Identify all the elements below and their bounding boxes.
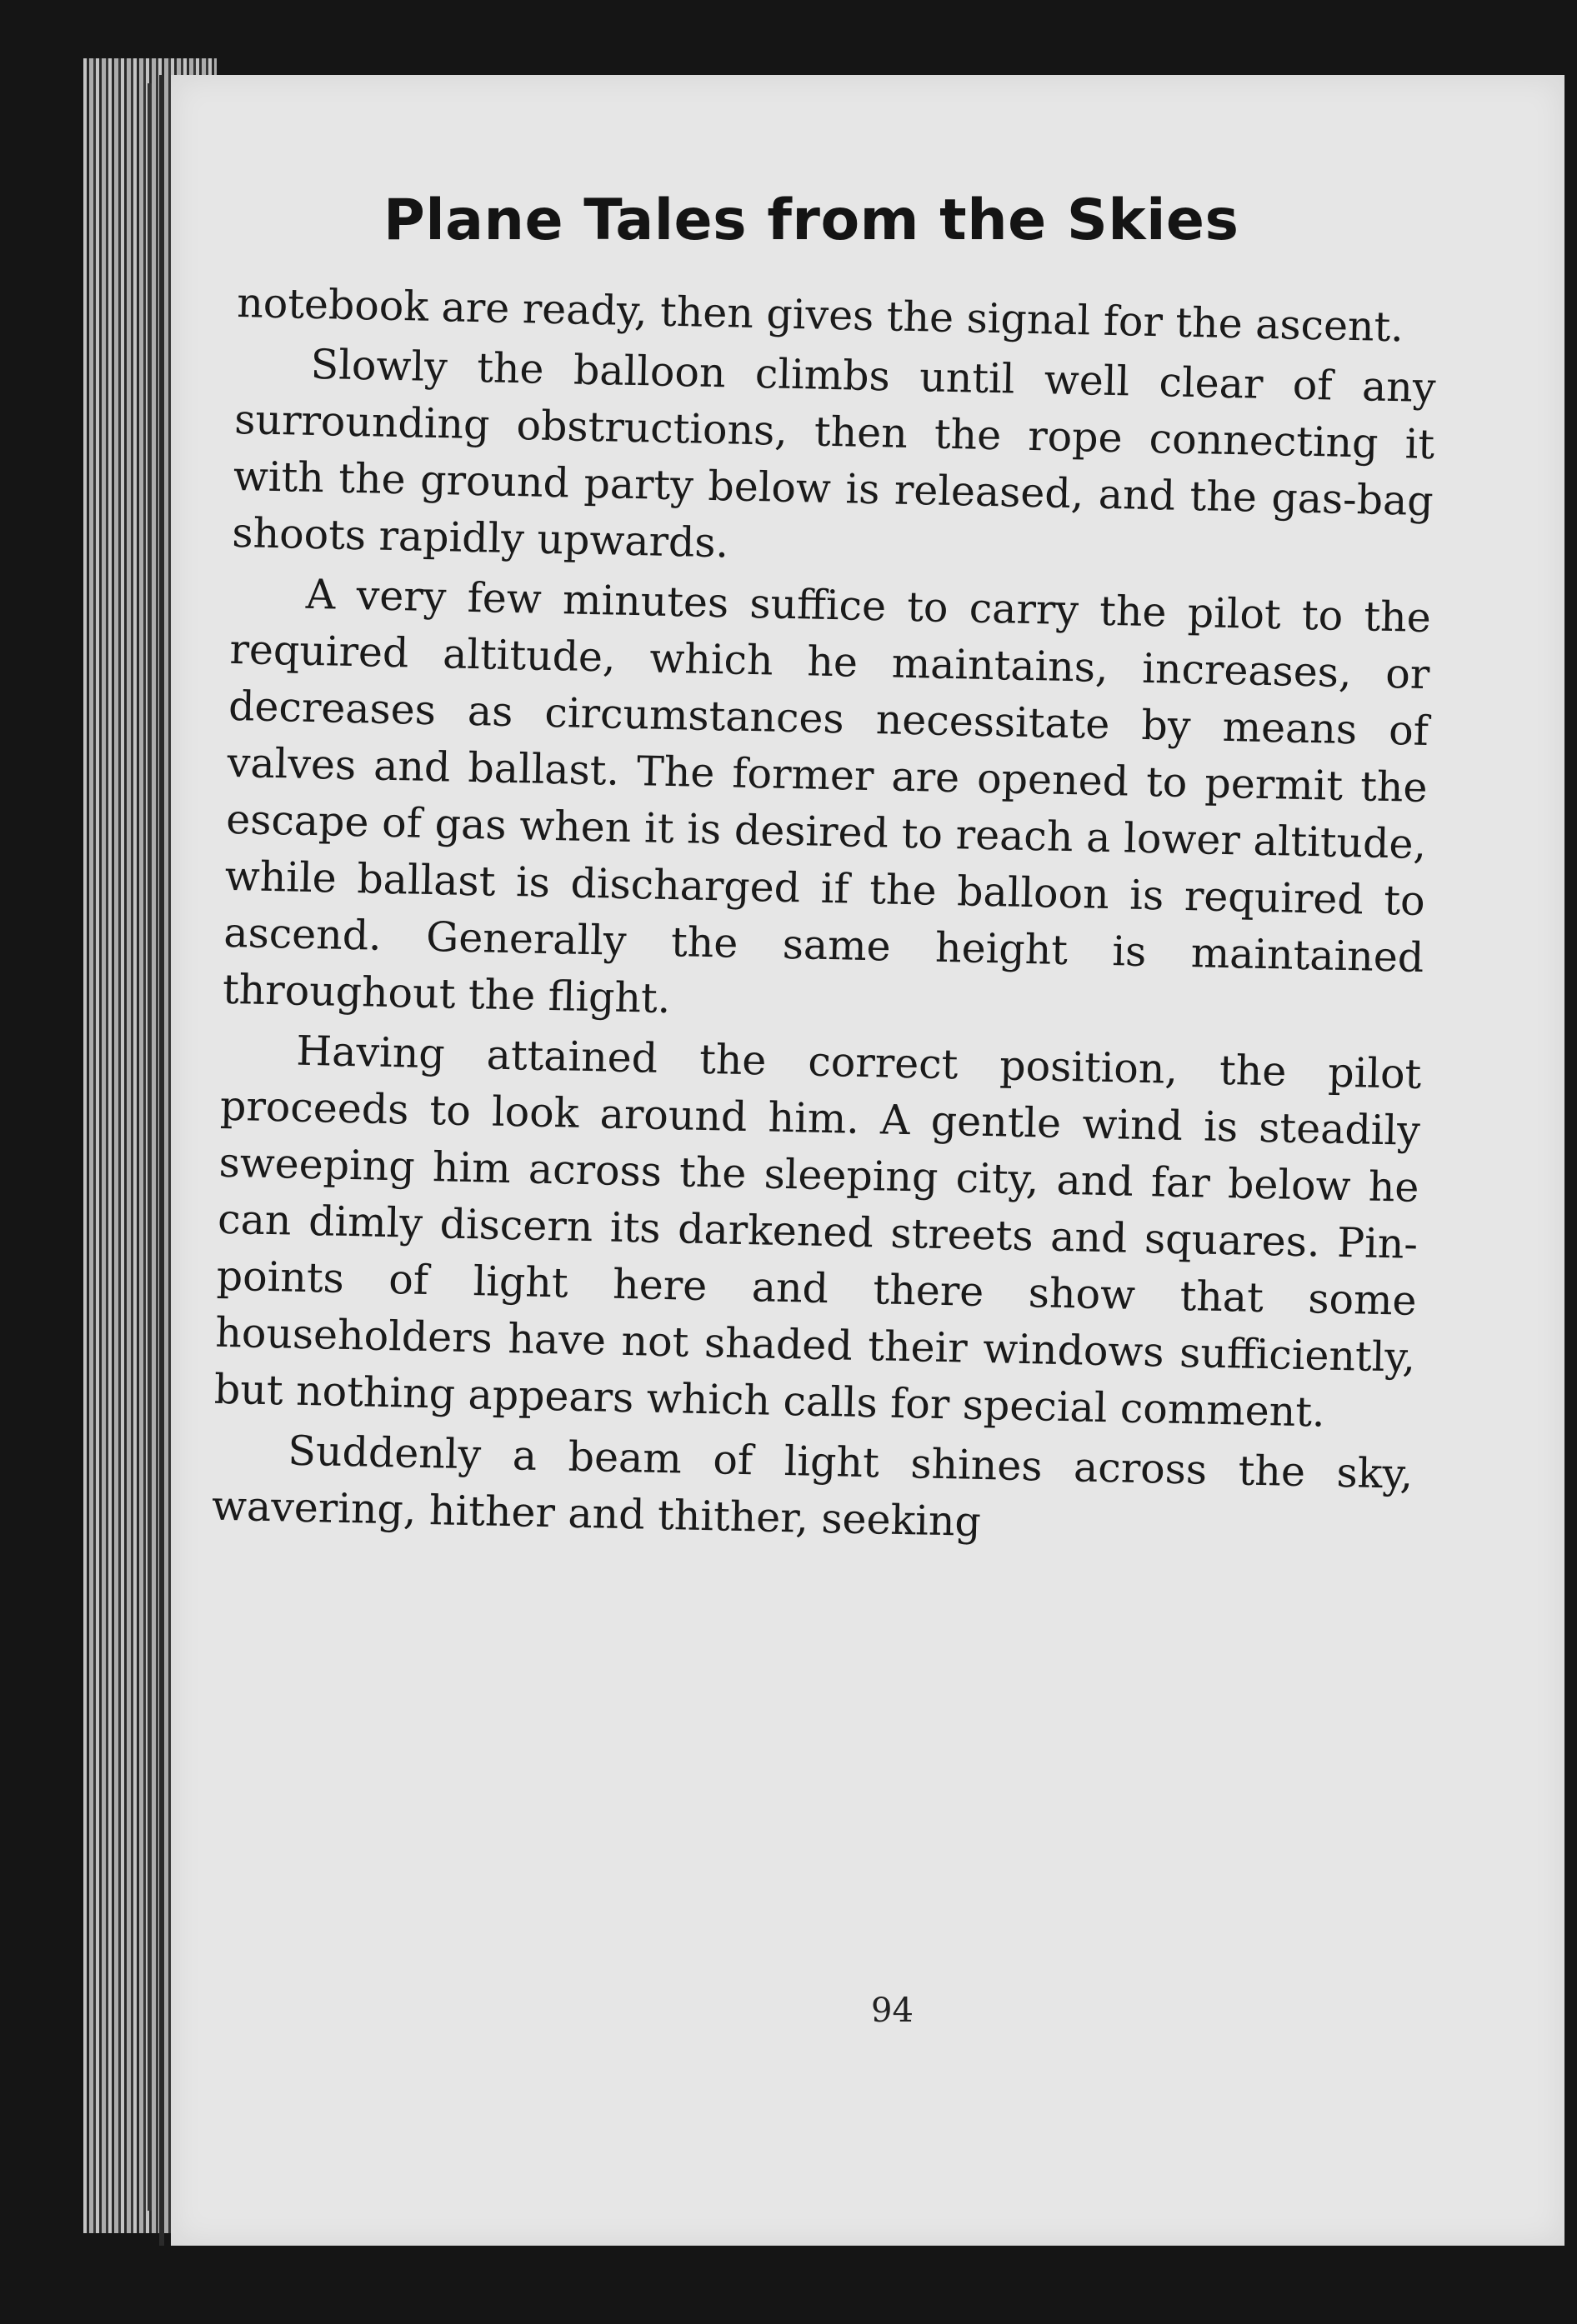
paragraph-3: A very few minutes suffice to carry the pilot to the required altitude, which he maintains, increases, or decreases as circumstances necessitate by means of valves and ballast. The former are opened to permit the escape of gas when it is desired to reach a lower altitude, while ballast is discharged if the balloon is required to ascend. Generally the same height is maintained throughout the flight.: [222, 570, 1432, 1023]
paragraph-2: Slowly the balloon climbs until well clear of any surrounding obstructions, then the rope connecting it with the ground party below is released, and the gas-bag shoots rapidly upwards.: [231, 340, 1437, 567]
paragraph-1: notebook are ready, then gives the signal for the ascent.: [236, 278, 1404, 352]
paragraph-5: Suddenly a beam of light shines across the sky, wavering, hither and thither, seeking: [211, 1427, 1414, 1546]
running-head: Plane Tales from the Skies: [383, 187, 1239, 253]
page-number: 94: [871, 1992, 914, 2030]
body-text: [211, 275, 1437, 1563]
paragraph-4: Having attained the correct position, the pilot proceeds to look around him. A gentle wind is steadily sweeping him across the sleeping city, and far below he can dimly discern its darkened streets and squares. Pin-points of light here and there show that some householders have not shaded their windows sufficiently, but nothing appears which calls for special comment.: [213, 1027, 1422, 1437]
